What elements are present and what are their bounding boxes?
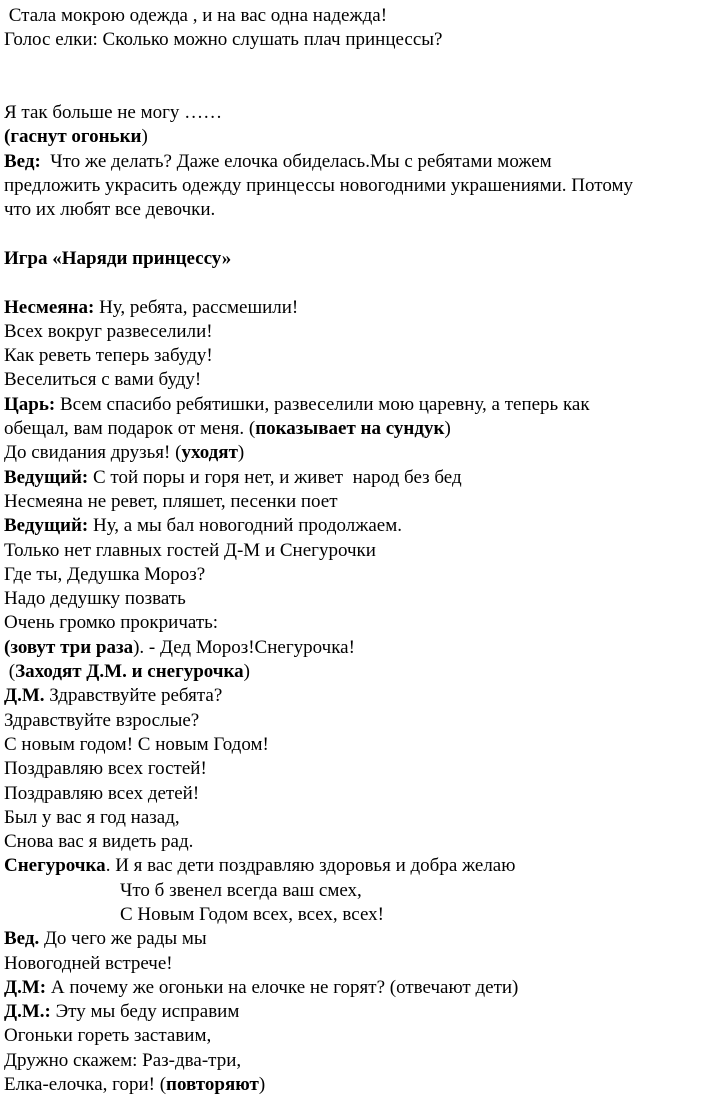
text-segment: Я так больше не могу ……	[4, 102, 223, 124]
text-line	[4, 174, 700, 198]
text-line	[4, 563, 700, 587]
text-segment: Как реветь теперь забуду!	[4, 345, 213, 367]
text-segment: Здравствуйте взрослые?	[4, 709, 200, 731]
text-line	[4, 125, 700, 149]
text-segment: обещал, вам подарок от меня. (	[4, 418, 256, 440]
text-line	[4, 101, 700, 125]
text-line	[4, 879, 700, 903]
text-segment: Поздравляю всех гостей!	[4, 758, 207, 780]
blank-line	[4, 77, 700, 101]
text-segment: Только нет главных гостей Д-М и Снегурочки	[4, 539, 376, 561]
text-line	[4, 150, 700, 174]
text-line	[4, 976, 700, 1000]
text-segment: Несмеяна не ревет, пляшет, песенки поет	[4, 490, 338, 512]
text-line	[4, 28, 700, 52]
text-segment: С новым годом! С новым Годом!	[4, 733, 269, 755]
text-line	[4, 393, 700, 417]
text-line	[4, 1024, 700, 1048]
text-line	[4, 587, 700, 611]
text-line	[4, 709, 700, 733]
text-segment: Голос елки: Сколько можно слушать плач принцессы?	[4, 29, 443, 51]
text-segment: Новогодней встрече!	[4, 952, 173, 974]
bold-segment: Ведущий:	[4, 466, 89, 488]
text-line	[4, 1000, 700, 1024]
text-line	[4, 296, 700, 320]
text-segment: А почему же огоньки на елочке не горят? (отвечают дети)	[46, 976, 519, 998]
text-segment: Огоньки гореть заставим,	[4, 1025, 212, 1047]
text-line	[4, 539, 700, 563]
text-line	[4, 368, 700, 392]
text-segment: Снова вас я видеть рад.	[4, 831, 194, 853]
text-line	[4, 441, 700, 465]
blank-line	[4, 53, 700, 77]
bold-segment: (зовут три раза	[4, 636, 134, 658]
text-line	[4, 490, 700, 514]
bold-segment: Царь:	[4, 393, 56, 415]
text-line	[4, 636, 700, 660]
text-segment: )	[258, 1074, 266, 1096]
bold-segment: Д.М.	[4, 685, 45, 707]
text-segment: Всем спасибо ребятишки, развеселили мою царевну, а теперь как	[55, 393, 590, 415]
text-line	[4, 466, 700, 490]
text-segment: Ну, а мы бал новогодний продолжаем.	[88, 515, 403, 537]
blank-line	[4, 223, 700, 247]
bold-segment: Игра «Наряди принцессу»	[4, 247, 232, 269]
bold-segment: показывает на сундук	[255, 418, 445, 440]
text-segment: )	[141, 126, 148, 148]
text-segment: что их любят все девочки.	[4, 199, 216, 221]
text-line	[4, 782, 700, 806]
text-line	[4, 1049, 700, 1073]
text-segment: Что б звенел всегда ваш смех,	[120, 879, 362, 901]
bold-segment: Ведущий:	[4, 515, 89, 537]
text-segment: Поздравляю всех детей!	[4, 782, 200, 804]
text-segment: Эту мы беду исправим	[50, 1001, 240, 1023]
text-line	[4, 611, 700, 635]
text-segment: Где ты, Дедушка Мороз?	[4, 563, 206, 585]
text-segment: Здравствуйте ребята?	[44, 685, 223, 707]
text-line	[4, 927, 700, 951]
text-segment: С Новым Годом всех, всех, всех!	[120, 903, 384, 925]
text-segment: ). - Дед Мороз!Снегурочка!	[133, 636, 355, 658]
text-segment: )	[237, 442, 245, 464]
text-line	[4, 854, 700, 878]
bold-segment: Д.М:	[4, 976, 47, 998]
text-line	[4, 320, 700, 344]
bold-segment: повторяют	[166, 1074, 259, 1096]
bold-segment: Вед.	[4, 928, 40, 950]
text-segment: . И я вас дети поздравляю здоровья и добра желаю	[105, 855, 516, 877]
text-line	[4, 830, 700, 854]
text-line	[4, 733, 700, 757]
text-segment: Ну, ребята, рассмешили!	[94, 296, 299, 318]
text-segment: До свидания друзья! (	[4, 442, 182, 464]
text-segment: Стала мокрою одежда , и на вас одна надежда!	[4, 5, 388, 26]
text-segment: )	[243, 661, 250, 683]
document-page	[4, 4, 700, 1097]
text-line	[4, 514, 700, 538]
bold-segment: Д.М.:	[4, 1001, 51, 1023]
text-segment: Надо дедушку позвать	[4, 588, 186, 610]
text-segment: Дружно скажем: Раз-два-три,	[4, 1049, 242, 1071]
bold-segment: уходят	[181, 442, 238, 464]
bold-segment: (гаснут огоньки	[4, 126, 142, 148]
text-line	[4, 247, 700, 271]
text-line	[4, 344, 700, 368]
bold-segment: Несмеяна:	[4, 296, 95, 318]
blank-line	[4, 271, 700, 295]
text-segment: Елка-елочка, гори! (	[4, 1074, 167, 1096]
text-line	[4, 806, 700, 830]
text-line	[4, 757, 700, 781]
text-segment: Веселиться с вами буду!	[4, 369, 202, 391]
bold-segment: Снегурочка	[4, 855, 106, 877]
text-line	[4, 4, 700, 28]
text-segment: (	[4, 661, 16, 683]
bold-segment: Заходят Д.М. и снегурочка	[15, 661, 244, 683]
text-line	[4, 417, 700, 441]
text-line	[4, 684, 700, 708]
text-segment: Всех вокруг развеселили!	[4, 320, 213, 342]
text-segment: предложить украсить одежду принцессы новогодними украшениями. Потому	[4, 175, 633, 197]
text-segment: )	[444, 418, 451, 440]
text-line	[4, 952, 700, 976]
text-line	[4, 198, 700, 222]
text-segment: Был у вас я год назад,	[4, 806, 180, 828]
text-line	[4, 660, 700, 684]
text-segment: Очень громко прокричать:	[4, 612, 219, 634]
text-segment: До чего же рады мы	[39, 928, 207, 950]
text-segment: С той поры и горя нет, и живет народ без бед	[88, 466, 462, 488]
text-line	[4, 903, 700, 927]
text-segment: Что же делать? Даже елочка обиделась.Мы с ребятами можем	[40, 150, 552, 172]
bold-segment: Вед:	[4, 150, 41, 172]
text-line	[4, 1073, 700, 1097]
